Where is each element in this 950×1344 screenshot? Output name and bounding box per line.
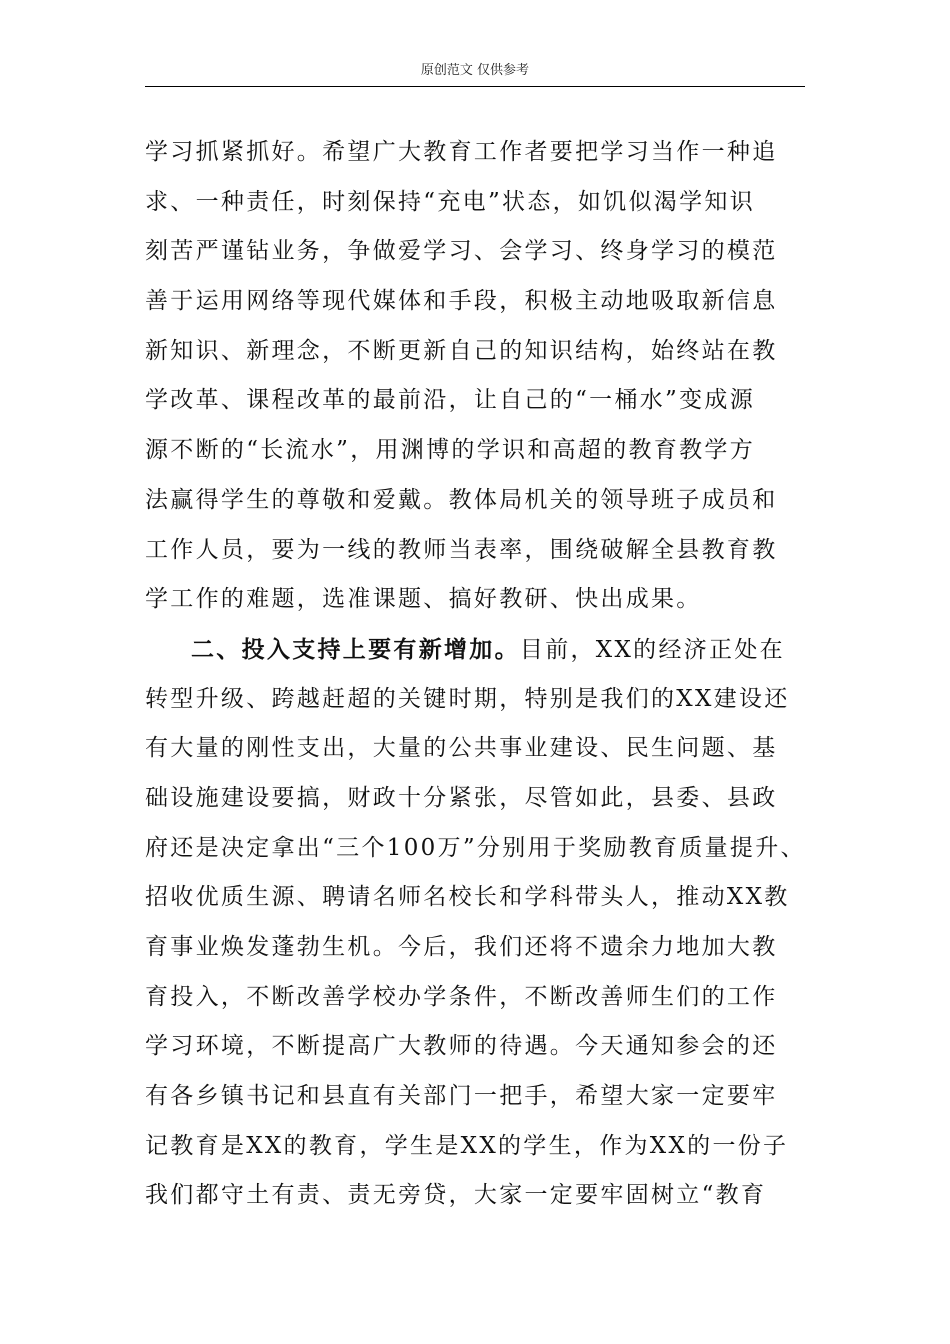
text-line: 学改革、课程改革的最前沿，让自己的“一桶水”变成源 bbox=[145, 387, 756, 414]
text-line: 有各乡镇书记和县直有关部门一把手，希望大家一定要牢 bbox=[145, 1083, 778, 1110]
text-line: 招收优质生源、聘请名师名校长和学科带头人，推动XX教 bbox=[145, 884, 790, 911]
text-line: 我们都守土有责、责无旁贷，大家一定要牢固树立“教育 bbox=[145, 1182, 767, 1209]
section-heading-line bbox=[145, 625, 810, 675]
text-line: 新知识、新理念，不断更新自己的知识结构，始终站在教 bbox=[145, 337, 778, 364]
text-line: 善于运用网络等现代媒体和手段，积极主动地吸取新信息 bbox=[145, 288, 778, 315]
text-span: 目前，XX的经济正处在 bbox=[519, 636, 785, 663]
text-line: 育事业焕发蓬勃生机。今后，我们还将不遗余力地加大教 bbox=[145, 934, 778, 960]
text-line: 求、一种责任，时刻保持“充电”状态，如饥似渴学知识 bbox=[145, 188, 756, 215]
text-line: 育投入，不断改善学校办学条件，不断改善师生们的工作 bbox=[145, 983, 778, 1010]
text-line: 刻苦严谨钻业务，争做爱学习、会学习、终身学习的模范 bbox=[145, 238, 778, 265]
header-text: 原创范文 仅供参考 bbox=[420, 63, 530, 78]
page-header bbox=[145, 62, 805, 87]
text-line: 源不断的“长流水”，用渊博的学识和高超的教育教学方 bbox=[145, 437, 756, 464]
text-line: 础设施建设要搞，财政十分紧张，尽管如此，县委、县政 bbox=[145, 784, 778, 811]
text-line: 学工作的难题，选准课题、搞好教研、快出成果。 bbox=[145, 586, 702, 613]
text-line: 法赢得学生的尊敬和爱戴。教体局机关的领导班子成员和 bbox=[145, 486, 778, 513]
text-line: 有大量的刚性支出，大量的公共事业建设、民生问题、基 bbox=[145, 735, 778, 762]
text-line: 转型升级、跨越赶超的关键时期，特别是我们的XX建设还 bbox=[145, 685, 790, 712]
document-body bbox=[145, 128, 810, 1221]
text-line: 记教育是XX的教育，学生是XX的学生，作为XX的一份子 bbox=[145, 1132, 789, 1159]
text-line: 学习环境，不断提高广大教师的待遇。今天通知参会的还 bbox=[145, 1033, 778, 1060]
text-line: 府还是决定拿出“三个100万”分别用于奖励教育质量提升、 bbox=[145, 834, 806, 861]
text-line: 工作人员，要为一线的教师当表率，围绕破解全县教育教 bbox=[145, 536, 778, 563]
text-line: 学习抓紧抓好。希望广大教育工作者要把学习当作一种追 bbox=[145, 139, 778, 165]
section-heading: 二、投入支持上要有新增加。 bbox=[191, 635, 520, 663]
